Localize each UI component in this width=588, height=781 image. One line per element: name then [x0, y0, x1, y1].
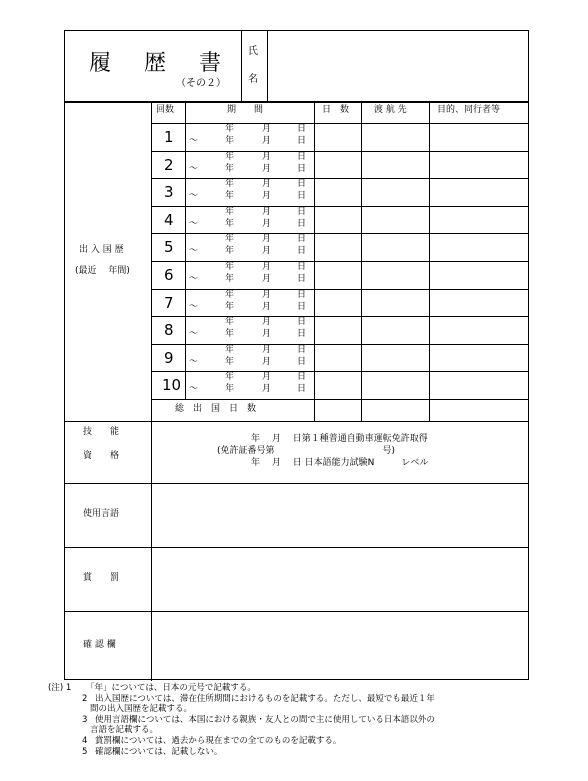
name-field[interactable] [268, 32, 526, 100]
tilde: ～ [189, 301, 199, 312]
tilde: ～ [189, 384, 199, 395]
from-month: 月 [262, 372, 272, 383]
row-number: 10 [162, 376, 182, 395]
from-day: 日 [297, 179, 307, 190]
purpose-cell[interactable] [430, 234, 527, 260]
from-year: 年 [225, 206, 235, 217]
to-month: 月 [262, 301, 272, 312]
title-char-1: 履 [89, 51, 112, 76]
tilde: ～ [189, 191, 199, 202]
from-year: 年 [225, 179, 235, 190]
col-period-header: 期 間 [227, 105, 264, 115]
purpose-cell[interactable] [430, 345, 527, 371]
from-day: 日 [297, 344, 307, 355]
from-year: 年 [225, 151, 235, 162]
skills-label-2: 資 格 [83, 451, 120, 461]
languages-label: 使用言語 [83, 509, 120, 519]
note-2a: 出入国歴については、滞在住所期間におけるものを記載する。ただし、最短でも最近１年 [95, 694, 435, 704]
row-number: 2 [164, 155, 174, 174]
note-4: 賞罰欄については、過去から現在までの全てのものを記載する。 [95, 736, 342, 746]
subtitle: （その２） [176, 78, 226, 89]
row-number: 4 [164, 210, 174, 229]
to-month: 月 [262, 356, 272, 367]
tilde: ～ [189, 246, 199, 257]
destination-cell[interactable] [362, 372, 428, 398]
to-day: 日 [297, 329, 307, 340]
awards-label: 賞 罰 [83, 573, 120, 583]
purpose-cell[interactable] [430, 290, 527, 316]
to-month: 月 [262, 218, 272, 229]
to-year: 年 [225, 356, 235, 367]
to-year: 年 [225, 246, 235, 257]
tilde: ～ [189, 218, 199, 229]
skills-line-2: (免許証番号第 号) [217, 446, 396, 456]
from-month: 月 [262, 234, 272, 245]
days-cell[interactable] [315, 345, 360, 371]
days-cell[interactable] [315, 372, 360, 398]
tilde: ～ [189, 163, 199, 174]
from-month: 月 [262, 262, 272, 272]
to-year: 年 [225, 274, 235, 284]
travel-section-label-1: 出 入 国 歴 [79, 245, 124, 255]
note-5-num: 5 [82, 747, 88, 757]
from-month: 月 [262, 344, 272, 355]
purpose-cell[interactable] [430, 179, 527, 205]
from-day: 日 [297, 289, 307, 300]
from-day: 日 [297, 151, 307, 162]
to-day: 日 [297, 356, 307, 367]
days-cell[interactable] [315, 207, 360, 233]
to-month: 月 [262, 163, 272, 174]
name-label-2: 名 [248, 74, 258, 85]
from-day: 日 [297, 206, 307, 217]
to-day: 日 [297, 218, 307, 229]
note-2-num: 2 [82, 694, 88, 704]
note-prefix: (注) 1 [48, 683, 72, 693]
confirmation-label: 確 認 欄 [83, 640, 116, 650]
tilde: ～ [189, 136, 199, 146]
purpose-cell[interactable] [430, 372, 527, 398]
from-year: 年 [225, 372, 235, 383]
from-day: 日 [297, 317, 307, 328]
days-cell[interactable] [315, 179, 360, 205]
name-label-1: 氏 [248, 46, 258, 57]
from-month: 月 [262, 206, 272, 217]
destination-cell[interactable] [362, 262, 428, 288]
purpose-cell[interactable] [430, 317, 527, 343]
skills-line-3: 年 月 日 日本語能力試験N レベル [251, 458, 429, 468]
note-4-num: 4 [82, 736, 88, 746]
destination-cell[interactable] [362, 345, 428, 371]
col-count-header: 回数 [156, 105, 175, 115]
row-number: 5 [164, 238, 174, 257]
tilde: ～ [189, 329, 199, 340]
tilde: ～ [189, 356, 199, 367]
to-month: 月 [262, 246, 272, 257]
note-5: 確認欄については、記載しない。 [95, 747, 223, 757]
row-number: 3 [164, 183, 174, 202]
to-year: 年 [225, 218, 235, 229]
col-destination-header: 渡 航 先 [374, 105, 407, 115]
to-day: 日 [297, 191, 307, 202]
languages-field[interactable] [152, 484, 527, 546]
from-year: 年 [225, 289, 235, 300]
row-number: 7 [164, 293, 174, 312]
destination-cell[interactable] [362, 124, 428, 150]
purpose-cell[interactable] [430, 262, 527, 288]
days-cell[interactable] [315, 124, 360, 150]
tilde: ～ [189, 274, 199, 284]
from-month: 月 [262, 289, 272, 300]
purpose-cell[interactable] [430, 124, 527, 150]
from-day: 日 [297, 262, 307, 272]
row-number: 9 [164, 348, 174, 367]
from-day: 日 [297, 124, 307, 134]
from-year: 年 [225, 262, 235, 272]
destination-cell[interactable] [362, 179, 428, 205]
from-day: 日 [297, 234, 307, 245]
from-month: 月 [262, 151, 272, 162]
to-month: 月 [262, 274, 272, 284]
row-number: 8 [164, 321, 174, 340]
from-year: 年 [225, 344, 235, 355]
to-day: 日 [297, 136, 307, 146]
destination-cell[interactable] [362, 234, 428, 260]
to-month: 月 [262, 191, 272, 202]
title-char-2: 歴 [144, 51, 167, 76]
to-year: 年 [225, 301, 235, 312]
destination-cell[interactable] [362, 317, 428, 343]
from-year: 年 [225, 234, 235, 245]
note-3-num: 3 [82, 715, 88, 725]
to-day: 日 [297, 301, 307, 312]
note-2b: 間の出入国歴を記載する。 [90, 704, 193, 714]
from-month: 月 [262, 179, 272, 190]
confirmation-field [152, 612, 527, 678]
total-days-label: 総 出 国 日 数 [175, 404, 257, 414]
travel-section-label-2: (最近 年間) [75, 266, 130, 276]
days-cell[interactable] [315, 317, 360, 343]
to-day: 日 [297, 274, 307, 284]
from-month: 月 [262, 317, 272, 328]
total-days-field[interactable] [315, 400, 360, 420]
destination-cell[interactable] [362, 290, 428, 316]
title-char-3: 書 [199, 51, 222, 76]
note-3b: 言語を記載する。 [90, 725, 159, 735]
to-day: 日 [297, 384, 307, 395]
to-year: 年 [225, 384, 235, 395]
days-cell[interactable] [315, 152, 360, 178]
to-year: 年 [225, 191, 235, 202]
resume-form [64, 30, 529, 680]
from-year: 年 [225, 317, 235, 328]
row-number: 1 [164, 128, 174, 146]
skills-line-1: 年 月 日第１種普通自動車運転免許取得 [251, 434, 428, 444]
from-year: 年 [225, 124, 235, 134]
to-day: 日 [297, 246, 307, 257]
note-3a: 使用言語欄については、本国における親族・友人との間で主に使用している日本語以外の [95, 715, 435, 725]
days-cell[interactable] [315, 234, 360, 260]
to-year: 年 [225, 136, 235, 146]
destination-cell[interactable] [362, 152, 428, 178]
purpose-cell[interactable] [430, 152, 527, 178]
from-month: 月 [262, 124, 272, 134]
days-cell[interactable] [315, 262, 360, 288]
purpose-cell[interactable] [430, 207, 527, 233]
row-number: 6 [164, 266, 174, 284]
from-day: 日 [297, 372, 307, 383]
note-1: 「年」については、日本の元号で記載する。 [86, 683, 256, 693]
to-year: 年 [225, 163, 235, 174]
to-month: 月 [262, 384, 272, 395]
to-month: 月 [262, 136, 272, 146]
col-purpose-header: 目的、同行者等 [437, 105, 501, 115]
to-month: 月 [262, 329, 272, 340]
to-year: 年 [225, 329, 235, 340]
skills-label-1: 技 能 [83, 427, 120, 437]
destination-cell[interactable] [362, 207, 428, 233]
awards-field[interactable] [152, 548, 527, 610]
days-cell[interactable] [315, 290, 360, 316]
to-day: 日 [297, 163, 307, 174]
col-days-header: 日 数 [322, 105, 350, 115]
